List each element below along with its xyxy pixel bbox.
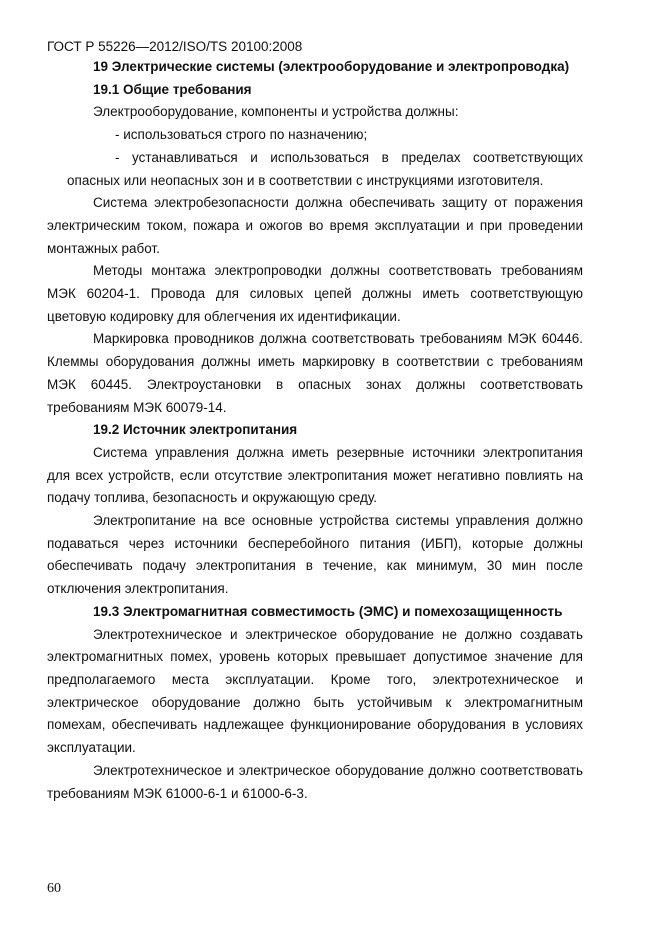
paragraph: Электротехническое и электрическое оборудование не должно создавать электромагнитных помех, уровень которых превышает допустимое значение для предполагаемого места эксплуатации. Кроме того, электротехническое и электрическое оборудование должно быть устойчивым к электромагнитным помехам, обеспечивать надлежащее функционирование оборудования в условиях эксплуатации. [47,626,583,756]
paragraph: Маркировка проводников должна соответствовать требованиям МЭК 60446. Клеммы оборудования должны иметь маркировку в соответствии с требованиям МЭК 60445. Электроустановки в опасных зонах должны соответствовать требованиям МЭК 60079-14. [47,331,583,415]
paragraph: Электротехническое и электрическое оборудование должно соответствовать требованиям МЭК 61000-6-1 и 61000-6-3. [47,762,583,801]
section-19-1-heading: 19.1 Общие требования [93,81,252,97]
section-19-heading: 19 Электрические системы (электрооборудование и электропроводка) [93,59,570,74]
paragraph: Система управления должна иметь резервные источники электропитания для всех устройств, если отсутствие электропитания может негативно повлиять на подачу топлива, безопасность и окружающую среду. [47,444,583,506]
section-19-2-heading: 19.2 Источник электропитания [93,422,298,438]
document-header: ГОСТ Р 55226—2012/ISO/TS 20100:2008 [47,39,303,54]
page-number: 60 [47,881,61,896]
section-19-3-heading: 19.3 Электромагнитная совместимость (ЭМС) и помехозащищенность [93,603,563,619]
paragraph: Электрооборудование, компоненты и устройства должны: [93,104,459,120]
document-body [47,56,583,805]
paragraph: Методы монтажа электропроводки должны соответствовать требованиям МЭК 60204-1. Провода для силовых цепей должны иметь соответствующую цветовую кодировку для облегчения их идентификации. [47,263,583,324]
list-item: - устанавливаться и использоваться в пределах соответствующих опасных или неопасных зон и в соответствии с инструкциями изготовителя. [67,149,583,188]
list-item: - использоваться строго по назначению; [115,127,368,143]
paragraph: Электропитание на все основные устройства системы управления должно подаваться через источники бесперебойного питания (ИБП), которые должны обеспечивать подачу электропитания в течение, как минимум, 30 мин после отключения электропитания. [47,513,583,597]
paragraph: Система электробезопасности должна обеспечивать защиту от поражения электрическим током, пожара и ожогов во время эксплуатации и при проведении монтажных работ. [47,195,583,256]
